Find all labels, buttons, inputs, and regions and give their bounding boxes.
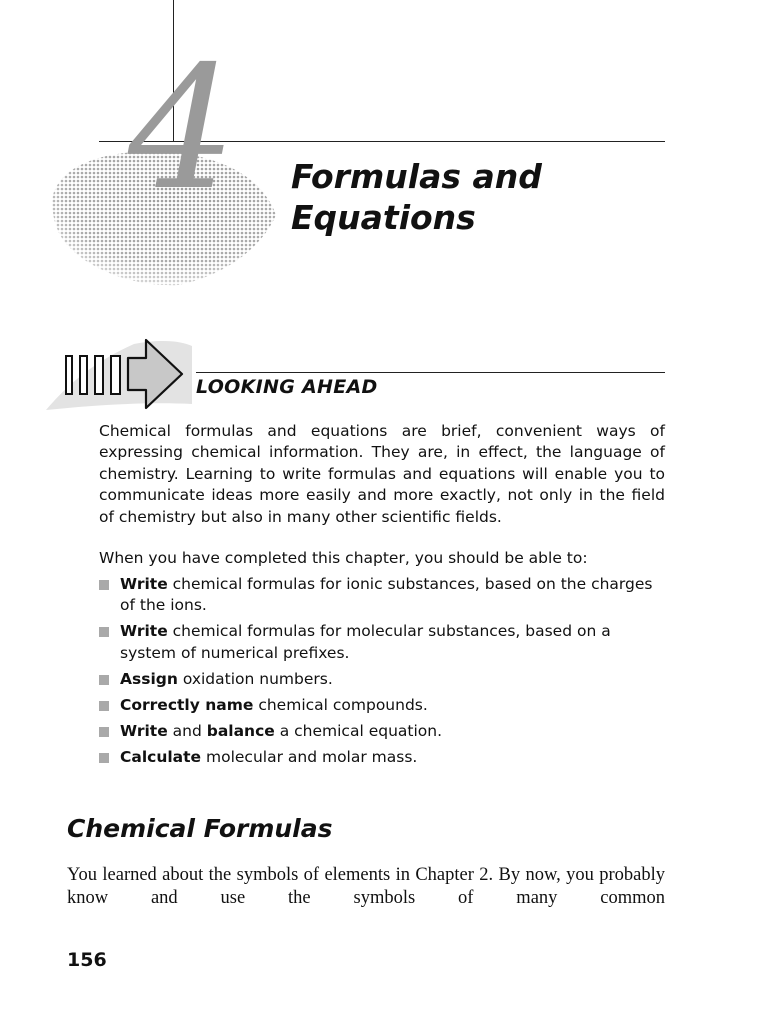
looking-ahead-rule <box>196 372 665 373</box>
chapter-number: 4 <box>128 30 237 228</box>
objectives-list <box>99 574 665 773</box>
objective-item <box>99 721 665 742</box>
objective-connector: and <box>167 721 207 740</box>
square-bullet-icon <box>99 701 109 711</box>
objective-verb: Calculate <box>120 747 202 766</box>
objective-item <box>99 747 665 768</box>
objective-item <box>99 695 665 716</box>
square-bullet-icon <box>99 727 109 737</box>
objectives-lead: When you have completed this chapter, you should be able to: <box>99 549 588 567</box>
objective-verb: Write <box>120 575 168 593</box>
objective-text: oxidation numbers. <box>177 669 333 688</box>
objective-item <box>99 669 665 690</box>
square-bullet-icon <box>99 627 109 637</box>
objective-item <box>99 621 665 664</box>
section-heading: Chemical Formulas <box>67 814 333 843</box>
looking-ahead-arrow-icon <box>44 334 194 414</box>
objective-text: chemical compounds. <box>253 695 428 714</box>
intro-paragraph: Chemical formulas and equations are brief, convenient ways of expressing chemical information. They are, in effect, the language of chemistry. Learning to write formulas and equations will enable you to communicate ideas more easily and more exactly, not only in the field of chemistry but also in many other scientific fields. <box>99 422 665 526</box>
objective-text: chemical formulas for molecular substances, based on a system of numerical prefixes. <box>120 622 611 662</box>
square-bullet-icon <box>99 675 109 685</box>
objective-verb: Assign <box>120 669 178 688</box>
square-bullet-icon <box>99 580 109 590</box>
objective-verb-2: balance <box>206 721 275 740</box>
section-body-text: You learned about the symbols of elements in Chapter 2. By now, you probably know and use the symbols of many common <box>67 865 665 908</box>
objective-verb: Write <box>120 622 168 641</box>
objective-text: chemical formulas for ionic substances, based on the charges of the ions. <box>120 575 653 615</box>
square-bullet-icon <box>99 753 109 763</box>
looking-ahead-heading: LOOKING AHEAD <box>196 376 378 398</box>
chapter-title: Formulas and Equations <box>291 157 542 237</box>
objective-verb: Correctly name <box>120 695 254 714</box>
objective-verb: Write <box>120 721 168 740</box>
objective-text: molecular and molar mass. <box>201 747 418 766</box>
objective-text: a chemical equation. <box>274 721 443 740</box>
objective-item <box>99 574 665 617</box>
page-number: 156 <box>67 949 107 971</box>
